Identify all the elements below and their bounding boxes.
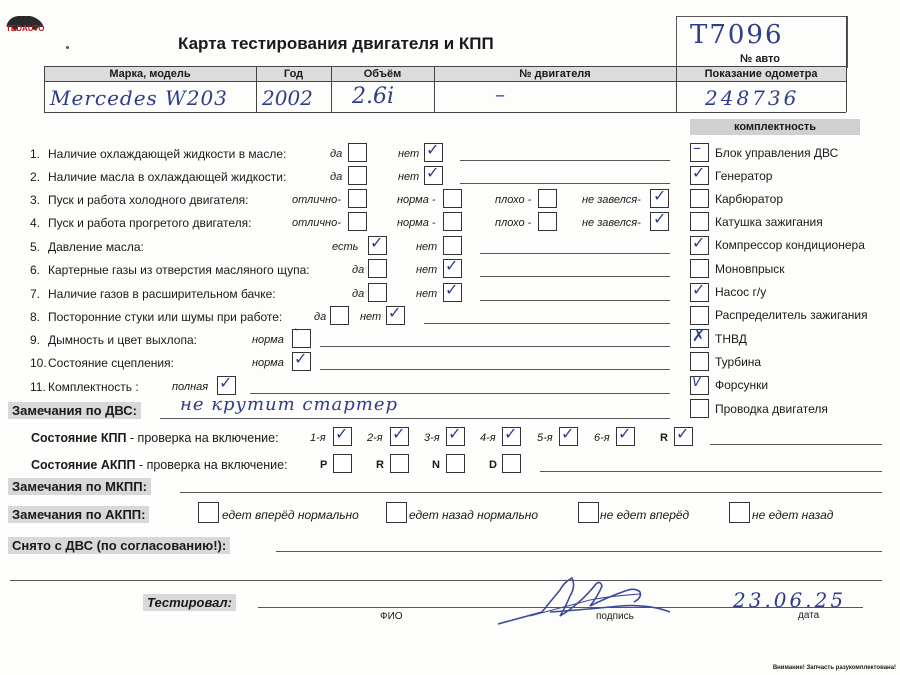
footer-note: Внимание! Запчасть разукомплектована! [772, 665, 896, 671]
akpp-forward-ok-checkbox[interactable] [198, 502, 219, 523]
mode-n-checkbox[interactable] [446, 454, 465, 473]
option-label: да [330, 171, 343, 183]
checkbox-bad[interactable] [538, 189, 557, 208]
check-number: 9. [30, 333, 41, 347]
fio-label: ФИО [380, 611, 403, 622]
option-label: нет [416, 264, 438, 276]
completeness-box[interactable] [690, 212, 709, 231]
gear-label: R [660, 432, 668, 444]
tested-by-label: Тестировал: [143, 594, 236, 611]
checkbox-absent[interactable] [443, 236, 462, 255]
remarks-akpp-label: Замечания по АКПП: [8, 506, 149, 523]
akpp-option-label: не едет вперёд [600, 508, 690, 522]
completeness-box[interactable] [690, 259, 709, 278]
option-label: да [330, 148, 343, 160]
checkbox-excellent[interactable] [348, 212, 367, 231]
akpp-option-label: не едет назад [752, 508, 834, 522]
logo-text: TEDAUTO [6, 24, 45, 33]
option-label: да [352, 264, 365, 276]
car-number-value: T7096 [690, 20, 784, 50]
checkmark-icon: ✓ [370, 233, 384, 252]
akpp-option-label: едет назад нормально [409, 508, 539, 522]
option-label: да [314, 311, 327, 323]
checkmark-icon: ✓ [618, 424, 632, 443]
col-odometer-header: Показание одометра [704, 68, 818, 80]
option-label: норма [252, 357, 284, 369]
completeness-mark: – [693, 138, 701, 157]
option-label: не завелся- [582, 217, 641, 229]
completeness-box[interactable] [690, 306, 709, 325]
year-value: 2002 [262, 86, 313, 110]
gear-label: 5-я [537, 432, 553, 444]
gear-label: 1-я [310, 432, 326, 444]
mode-label: R [376, 459, 384, 471]
col-year-header: Год [283, 68, 304, 80]
completeness-label: Распределитель зажигания [715, 308, 868, 322]
option-label: отлично- [292, 194, 341, 206]
completeness-mark: ✗ [692, 326, 706, 345]
volume-value: 2.6i [352, 84, 395, 109]
kpp-label: Состояние КПП - проверка на включение: [31, 431, 279, 445]
check-label: Дымность и цвет выхлопа: [48, 333, 197, 347]
check-number: 4. [30, 216, 41, 230]
check-label: Наличие охлаждающей жидкости в масле: [48, 147, 287, 161]
check-label: Наличие газов в расширительном бачке: [48, 287, 276, 301]
check-number: 11. [30, 380, 46, 394]
option-label: нет [416, 241, 438, 253]
checkmark-icon: ✓ [445, 280, 459, 299]
checkmark-icon: ✓ [653, 186, 667, 205]
checkmark-icon: ✓ [426, 163, 440, 182]
completeness-box[interactable] [690, 189, 709, 208]
option-label: норма [252, 334, 284, 346]
remarks-engine-label: Замечания по ДВС: [8, 402, 141, 419]
gear-label: 6-я [594, 432, 610, 444]
checkbox-yes[interactable] [368, 283, 387, 302]
engine-no-value: – [495, 82, 505, 106]
make-value: Mercedes W203 [50, 86, 228, 110]
col-engine-no-header: № двигателя [519, 68, 591, 80]
completeness-label: Проводка двигателя [715, 402, 828, 416]
option-label: нет [360, 311, 382, 323]
option-label: отлично- [292, 217, 341, 229]
col-make-header: Марка, модель [109, 68, 191, 80]
completeness-label: Карбюратор [715, 192, 784, 206]
check-number: 10. [30, 356, 47, 370]
gear-label: 2-я [367, 432, 383, 444]
completeness-mark: ✓ [692, 280, 706, 299]
completeness-box[interactable] [690, 399, 709, 418]
sign-label: подпись [596, 611, 634, 622]
checkbox-yes[interactable] [330, 306, 349, 325]
akpp-no-reverse-checkbox[interactable] [729, 502, 750, 523]
mode-label: N [432, 459, 440, 471]
akpp-label: Состояние АКПП - проверка на включение: [31, 458, 288, 472]
gear-label: 4-я [480, 432, 496, 444]
remarks-mkpp-label: Замечания по МКПП: [8, 478, 151, 495]
checkmark-icon: ✓ [294, 349, 308, 368]
date-value: 23.06.25 [733, 588, 847, 612]
checkbox-excellent[interactable] [348, 189, 367, 208]
car-number-label: № авто [740, 53, 781, 65]
check-label: Давление масла: [48, 240, 144, 254]
completeness-label: ТНВД [715, 332, 747, 346]
odometer-value: 248736 [705, 86, 800, 110]
mode-p-checkbox[interactable] [333, 454, 352, 473]
option-label: не завелся- [582, 194, 641, 206]
checkmark-icon: ✓ [392, 424, 406, 443]
completeness-label: Турбина [715, 355, 762, 369]
checkmark-icon: ✓ [388, 303, 402, 322]
checkmark-icon: ✓ [653, 209, 667, 228]
completeness-label: Моновпрыск [715, 262, 785, 276]
checkmark-icon: ✓ [504, 424, 518, 443]
check-label: Комплектность : [48, 380, 139, 394]
option-label: нет [398, 148, 420, 160]
option-label: нет [398, 171, 420, 183]
option-label: плохо - [495, 194, 532, 206]
checkmark-icon: ✓ [561, 424, 575, 443]
option-label: да [352, 288, 365, 300]
checkbox-yes[interactable] [368, 259, 387, 278]
checkmark-icon: ✓ [219, 373, 233, 392]
check-number: 3. [30, 193, 41, 207]
check-number: 2. [30, 170, 41, 184]
completeness-label: Насос г/у [715, 285, 767, 299]
completeness-mark: V [692, 375, 701, 390]
option-label: плохо - [495, 217, 532, 229]
page-title: Карта тестирования двигателя и КПП [178, 34, 494, 53]
check-number: 8. [30, 310, 41, 324]
mode-label: D [489, 459, 497, 471]
akpp-option-label: едет вперёд нормально [222, 508, 359, 522]
completeness-mark: ✓ [692, 163, 706, 182]
check-label: Состояние сцепления: [48, 356, 174, 370]
completeness-label: Блок управления ДВС [715, 146, 839, 160]
checkmark-icon: ✓ [335, 424, 349, 443]
completeness-label: Форсунки [715, 378, 769, 392]
mode-d-checkbox[interactable] [502, 454, 521, 473]
gear-label: 3-я [424, 432, 440, 444]
completeness-heading: комплектность [690, 119, 860, 135]
date-label: дата [798, 610, 820, 621]
remarks-engine-value[interactable]: не крутит стартер [180, 394, 399, 415]
check-number: 7. [30, 287, 41, 301]
checkmark-icon: ✓ [448, 424, 462, 443]
completeness-label: Катушка зажигания [715, 215, 823, 229]
checkmark-icon: ` [294, 327, 300, 340]
option-label: нет [416, 288, 438, 300]
check-number: 5. [30, 240, 41, 254]
mode-r-checkbox[interactable] [390, 454, 409, 473]
checkbox-yes[interactable] [348, 166, 367, 185]
option-label: есть [332, 241, 359, 253]
akpp-no-forward-checkbox[interactable] [578, 502, 599, 523]
checkbox-bad[interactable] [538, 212, 557, 231]
option-label: полная [172, 381, 209, 393]
checkbox-normal[interactable] [443, 212, 462, 231]
option-label: норма - [397, 217, 436, 229]
checkmark-icon: ✓ [426, 140, 440, 159]
checkmark-icon: ✓ [445, 256, 459, 275]
check-number: 6. [30, 263, 41, 277]
mode-label: P [320, 459, 328, 471]
completeness-box[interactable] [690, 352, 709, 371]
check-number: 1. [30, 147, 41, 161]
check-label: Наличие масла в охлаждающей жидкости: [48, 170, 287, 184]
check-label: Картерные газы из отверстия масляного щупа: [48, 263, 310, 277]
check-label: Пуск и работа прогретого двигателя: [48, 216, 252, 230]
removed-label: Снято с ДВС (по согласованию!): [8, 537, 230, 554]
dot-mark [66, 46, 69, 49]
completeness-label: Компрессор кондиционера [715, 238, 865, 252]
signature-image [490, 572, 680, 634]
checkbox-normal[interactable] [443, 189, 462, 208]
col-volume-header: Объём [363, 68, 402, 80]
checkbox-yes[interactable] [348, 143, 367, 162]
completeness-mark: ✓ [692, 233, 706, 252]
option-label: норма - [397, 194, 436, 206]
checkmark-icon: ✓ [676, 424, 690, 443]
check-label: Посторонние стуки или шумы при работе: [48, 310, 283, 324]
akpp-reverse-ok-checkbox[interactable] [386, 502, 407, 523]
completeness-label: Генератор [715, 169, 773, 183]
check-label: Пуск и работа холодного двигателя: [48, 193, 249, 207]
